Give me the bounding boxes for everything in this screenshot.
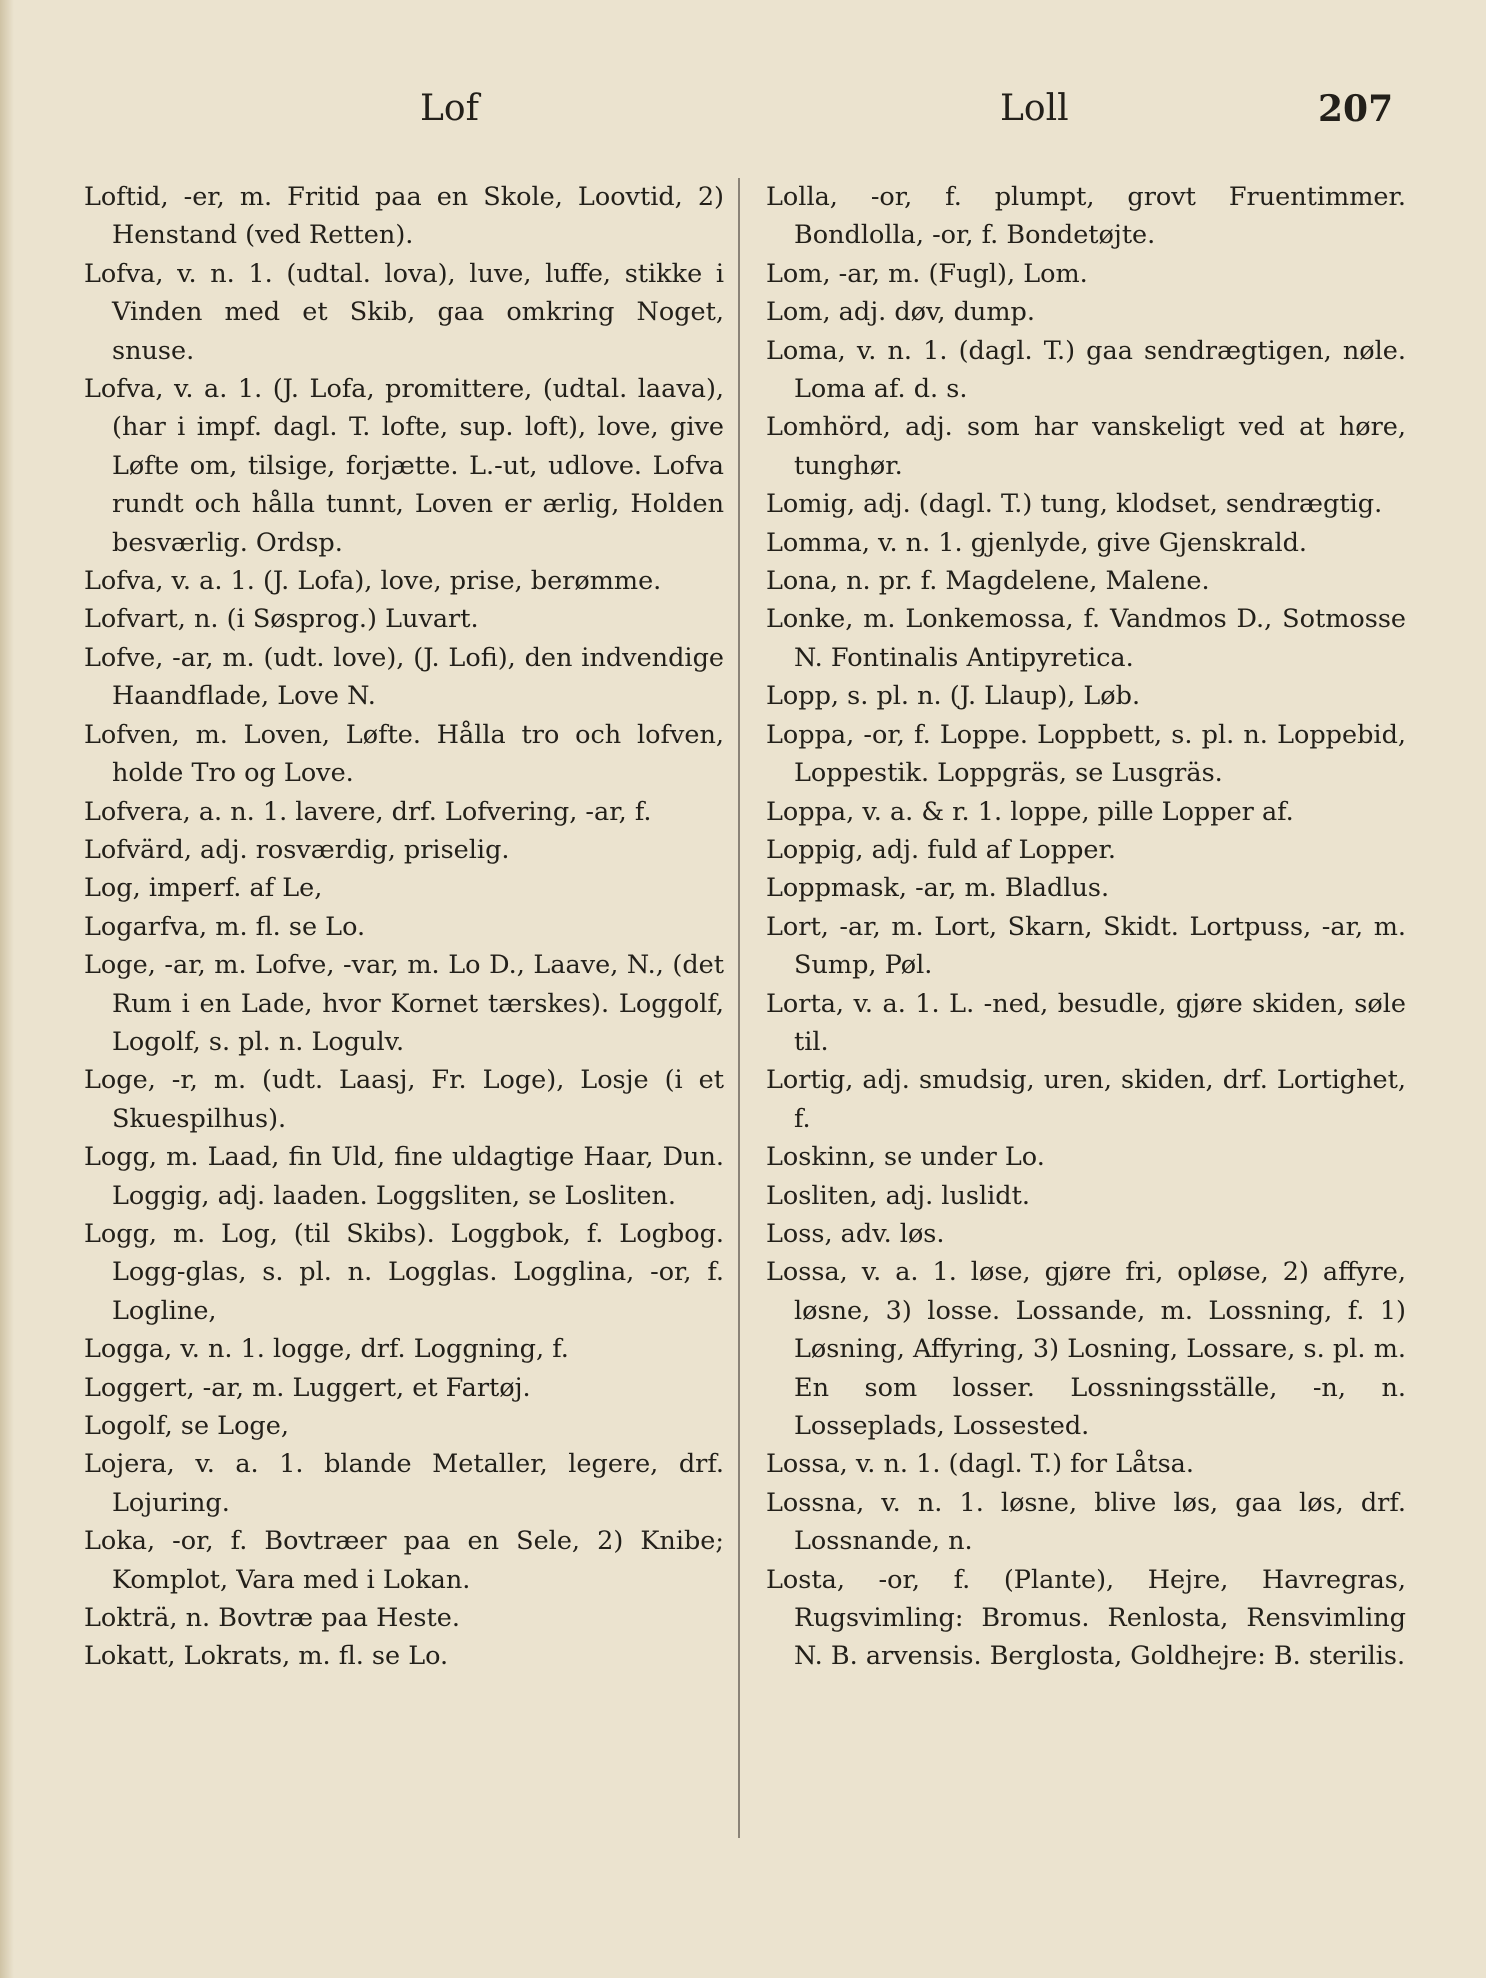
dictionary-entry: Losliten, adj. luslidt.: [766, 1180, 1030, 1211]
dictionary-entry: Lom, adj. døv, dump.: [766, 297, 1035, 328]
dictionary-entry: Log, imperf. af Le,: [84, 873, 323, 904]
dictionary-entry: Loppmask, -ar, m. Bladlus.: [766, 873, 1110, 904]
dictionary-entry: Loggert, -ar, m. Luggert, et Fartøj.: [84, 1372, 531, 1403]
dictionary-entry: Lom, -ar, m. (Fugl), Lom.: [766, 258, 1088, 289]
dictionary-entry: Lona, n. pr. f. Magdelene, Malene.: [766, 566, 1210, 597]
dictionary-entry: Lolla, -or, f. plumpt, grovt Fruentimmer. Bondlolla, -or, f. Bondetøjte.: [766, 182, 1406, 251]
dictionary-entry: Lort, -ar, m. Lort, Skarn, Skidt. Lortpuss, -ar, m. Sump, Pøl.: [766, 911, 1406, 981]
dictionary-entry: Lomig, adj. (dagl. T.) tung, klodset, sendrægtig.: [766, 489, 1383, 520]
dictionary-entry: Logg, m. Log, (til Skibs). Loggbok, f. Logbog. Logg-glas, s. pl. n. Logglas. Logglina, -or, f. Logline,: [84, 1218, 724, 1326]
dictionary-entry: Lorta, v. a. 1. L. -ned, besudle, gjøre skiden, søle til.: [766, 988, 1406, 1057]
dictionary-entry: Loskinn, se under Lo.: [766, 1142, 1045, 1173]
dictionary-entry: Lofvart, n. (i Søsprog.) Luvart.: [84, 604, 479, 635]
dictionary-entry: Lokträ, n. Bovtræ paa Heste.: [84, 1603, 460, 1634]
dictionary-entry: Logga, v. n. 1. logge, drf. Loggning, f.: [84, 1334, 569, 1365]
dictionary-entry: Lofve, -ar, m. (udt. love), (J. Lofi), den indvendige Haandflade, Love N.: [84, 642, 724, 712]
dictionary-entry: Loka, -or, f. Bovtræer paa en Sele, 2) Knibe; Komplot, Vara med i Lokan.: [84, 1526, 724, 1595]
dictionary-entry: Lofva, v. a. 1. (J. Lofa, promittere, (udtal. laava), (har i impf. dagl. T. lofte, sup. loft), love, give Løfte om, tilsige, forjætte. L.-ut, udlove. Lofva rundt och hålla tunnt, Loven er ærlig, Holden besværlig. Ordsp.: [84, 374, 724, 558]
dictionary-entry: Lokatt, Lokrats, m. fl. se Lo.: [84, 1641, 449, 1672]
dictionary-entry: Lossna, v. n. 1. løsne, blive løs, gaa løs, drf. Lossnande, n.: [766, 1487, 1406, 1557]
dictionary-entry: Lossa, v. a. 1. løse, gjøre fri, opløse, 2) affyre, løsne, 3) losse. Lossande, m. Lossning, f. 1) Løsning, Affyring, 3) Losning, Lossare, s. pl. m. En som losser. Lossningsställe, -n, n. Losseplads, Lossested.: [766, 1257, 1406, 1441]
right-column: [766, 178, 1406, 1676]
dictionary-entry: Losta, -or, f. (Plante), Hejre, Havregras, Rugsvimling: Bromus. Renlosta, Rensvimling N. B. arvensis. Berglosta, Goldhejre: B. sterilis.: [766, 1564, 1406, 1672]
dictionary-entry: Loppa, v. a. & r. 1. loppe, pille Lopper af.: [766, 796, 1294, 827]
dictionary-entry: Logarfva, m. fl. se Lo.: [84, 911, 366, 942]
dictionary-entry: Lofvärd, adj. rosværdig, priselig.: [84, 834, 510, 865]
dictionary-entry: Lofvera, a. n. 1. lavere, drf. Lofvering, -ar, f.: [84, 796, 652, 827]
dictionary-entry: Logolf, se Loge,: [84, 1411, 289, 1441]
dictionary-entry: Lopp, s. pl. n. (J. Llaup), Løb.: [766, 681, 1141, 712]
dictionary-entry: Lojera, v. a. 1. blande Metaller, legere, drf. Lojuring.: [84, 1449, 724, 1518]
guide-word-left: Lof: [420, 88, 479, 129]
dictionary-entry: Lofva, v. n. 1. (udtal. lova), luve, luffe, stikke i Vinden med et Skib, gaa omkring Noget, snuse.: [84, 258, 724, 366]
dictionary-entry: Loss, adv. løs.: [766, 1218, 945, 1249]
guide-word-right: Loll: [1000, 88, 1069, 129]
left-column: [84, 178, 724, 1676]
page-number: 207: [1318, 88, 1394, 130]
column-divider: [738, 178, 740, 1838]
dictionary-entry: Lofva, v. a. 1. (J. Lofa), love, prise, berømme.: [84, 566, 662, 597]
dictionary-entry: Lonke, m. Lonkemossa, f. Vandmos D., Sotmosse N. Fontinalis Antipyretica.: [766, 604, 1406, 673]
dictionary-entry: Lossa, v. n. 1. (dagl. T.) for Låtsa.: [766, 1449, 1194, 1480]
dictionary-entry: Logg, m. Laad, fin Uld, fine uldagtige Haar, Dun. Loggig, adj. laaden. Loggsliten, se Losliten.: [84, 1142, 724, 1211]
dictionary-entry: Loma, v. n. 1. (dagl. T.) gaa sendrægtigen, nøle. Loma af. d. s.: [766, 335, 1406, 405]
dictionary-entry: Lortig, adj. smudsig, uren, skiden, drf. Lortighet, f.: [766, 1065, 1406, 1134]
page-edge-shadow: [0, 0, 14, 1978]
dictionary-entry: Loge, -r, m. (udt. Laasj, Fr. Loge), Losje (i et Skuespilhus).: [84, 1065, 724, 1134]
dictionary-entry: Loge, -ar, m. Lofve, -var, m. Lo D., Laave, N., (det Rum i en Lade, hvor Kornet tærskes). Loggolf, Logolf, s. pl. n. Logulv.: [84, 950, 724, 1057]
dictionary-entry: Loppig, adj. fuld af Lopper.: [766, 834, 1116, 865]
dictionary-entry: Loppa, -or, f. Loppe. Loppbett, s. pl. n. Loppebid, Loppestik. Loppgräs, se Lusgräs.: [766, 719, 1406, 789]
dictionary-entry: Lofven, m. Loven, Løfte. Hålla tro och lofven, holde Tro og Love.: [84, 719, 724, 789]
dictionary-entry: Lomhörd, adj. som har vanskeligt ved at høre, tunghør.: [766, 412, 1406, 481]
dictionary-entry: Lomma, v. n. 1. gjenlyde, give Gjenskrald.: [766, 527, 1308, 558]
dictionary-entry: Loftid, -er, m. Fritid paa en Skole, Loovtid, 2) Henstand (ved Retten).: [84, 182, 724, 251]
